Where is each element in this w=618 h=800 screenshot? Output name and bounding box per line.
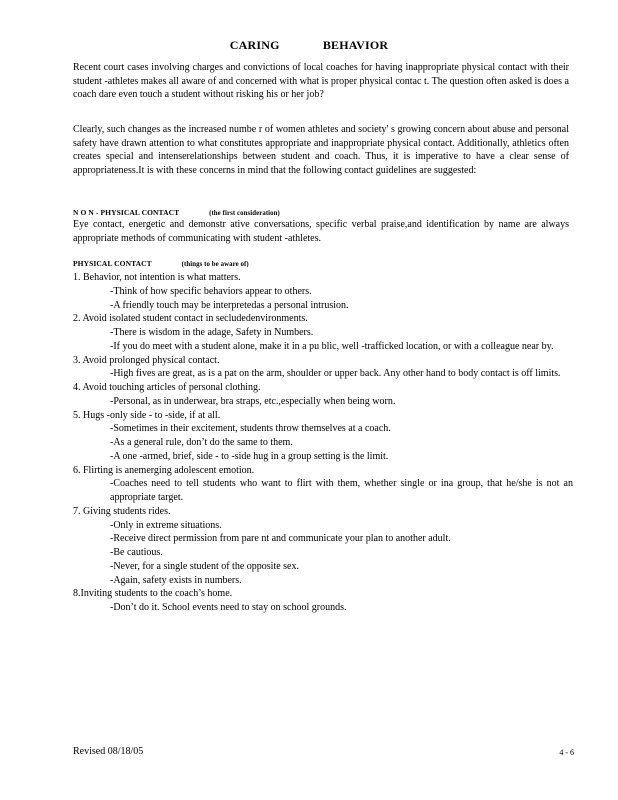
non-physical-heading-label: N O N - PHYSICAL CONTACT (73, 208, 180, 217)
physical-heading-label: PHYSICAL CONTACT (73, 259, 152, 268)
physical-heading (73, 259, 249, 268)
guideline-detail: -Coaches need to tell students who want to flirt with them, whether single or ina group, that he/she is not an appropriate target. (110, 478, 573, 503)
revision-date: Revised 08/18/05 (73, 746, 144, 757)
guideline-detail: -Again, safety exists in numbers. (110, 574, 242, 586)
guideline-detail: -As a general rule, don’t do the same to them. (110, 437, 293, 448)
guideline-detail: -Don’t do it. School events need to stay on school grounds. (110, 602, 347, 613)
guideline-detail: -There is wisdom in the adage, Safety in Numbers. (110, 327, 314, 338)
context-paragraph: Clearly, such changes as the increased numbe r of women athletes and society' s growing concern about abuse and personal safety have drawn attention to what constitutes appropriate and inappropriate physical contact. Additionally, athletics often creates special and intenserelationships between student and coach. Thus, it is imperative to have a clear sense of appropriateness.It is with these concerns in mind that the following contact guidelines are suggested: (73, 124, 569, 177)
non-physical-heading (73, 208, 280, 217)
guideline-detail: -Personal, as in underwear, bra straps, etc.,especially when being worn. (110, 395, 396, 407)
guideline-detail: -Be cautious. (110, 547, 163, 558)
physical-subheading: (things to be aware of) (181, 261, 249, 268)
document-title: CARING BEHAVIOR (229, 38, 389, 52)
guideline-item: 6. Flirting is anemerging adolescent emotion. (73, 464, 255, 476)
non-physical-subheading: (the first consideration) (209, 210, 280, 217)
guideline-list (73, 271, 573, 615)
guideline-item: 3. Avoid prolonged physical contact. (73, 354, 220, 366)
guideline-detail: -A friendly touch may be interpretedas a personal intrusion. (110, 299, 349, 311)
guideline-detail: -Never, for a single student of the opposite sex. (110, 560, 299, 572)
non-physical-paragraph: Eye contact, energetic and demonstr ative conversations, specific verbal praise,and identification by name are always appropriate methods of communicating with student -athletes. (73, 219, 569, 244)
page-number: 4 - 6 (559, 748, 574, 757)
guideline-detail: -Only in extreme situations. (110, 519, 222, 531)
guideline-detail: -Receive direct permission from pare nt and communicate your plan to another adult. (110, 533, 451, 545)
guideline-detail: -A one -armed, brief, side - to -side hug in a group setting is the limit. (110, 450, 389, 462)
guideline-detail: -High fives are great, as is a pat on the arm, shoulder or upper back. Any other hand to body contact is off limits. (110, 368, 561, 380)
guideline-item: 1. Behavior, not intention is what matters. (73, 272, 241, 283)
guideline-detail: -Sometimes in their excitement, students throw themselves at a coach. (110, 423, 391, 435)
guideline-item: 7. Giving students rides. (73, 505, 171, 517)
guideline-item: 2. Avoid isolated student contact in secludedenvironments. (73, 313, 308, 325)
guideline-item: 8.Inviting students to the coach’s home. (73, 588, 233, 600)
guideline-detail: -If you do meet with a student alone, make it in a pu blic, well -trafficked location, or with a colleague near by. (110, 340, 554, 352)
intro-paragraph: Recent court cases involving charges and convictions of local coaches for having inappropriate physical contact with their student -athletes makes all aware of and concerned with what is proper physical contac t. The question often asked is does a coach dare even touch a student without risking his or her job? (73, 62, 569, 101)
guideline-item: 4. Avoid touching articles of personal clothing. (73, 382, 261, 393)
guideline-detail: -Think of how specific behaviors appear to others. (110, 285, 312, 297)
guideline-item: 5. Hugs -only side - to -side, if at all. (73, 409, 221, 421)
